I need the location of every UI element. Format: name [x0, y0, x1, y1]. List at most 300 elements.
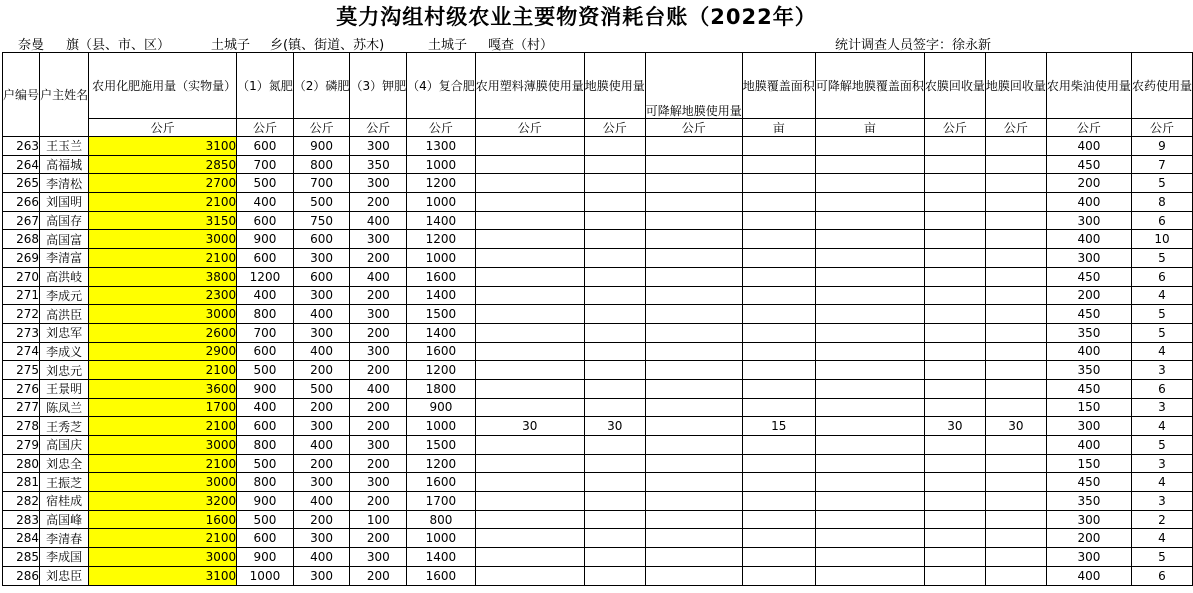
- cell-pesticide[interactable]: 4: [1131, 473, 1192, 492]
- cell-degradable-use[interactable]: [645, 529, 742, 548]
- cell-phosphate[interactable]: 300: [293, 529, 350, 548]
- cell-degradable-use[interactable]: [645, 342, 742, 361]
- cell-phosphate[interactable]: 300: [293, 473, 350, 492]
- cell-potash[interactable]: 300: [350, 548, 407, 567]
- cell-mulch-area[interactable]: [742, 548, 815, 567]
- cell-mulch-use[interactable]: [584, 230, 645, 249]
- cell-mulch-recycle[interactable]: [985, 174, 1046, 193]
- cell-mulch-area[interactable]: [742, 361, 815, 380]
- cell-film-use[interactable]: [475, 529, 584, 548]
- cell-degradable-area[interactable]: [815, 473, 924, 492]
- cell-phosphate[interactable]: 500: [293, 379, 350, 398]
- cell-film-use[interactable]: [475, 342, 584, 361]
- cell-film-recycle[interactable]: [924, 286, 985, 305]
- cell-degradable-use[interactable]: [645, 473, 742, 492]
- cell-id[interactable]: 271: [3, 286, 40, 305]
- cell-compound[interactable]: 800: [407, 510, 476, 529]
- cell-phosphate[interactable]: 200: [293, 454, 350, 473]
- cell-fert-total[interactable]: 3150: [89, 211, 237, 230]
- cell-mulch-recycle[interactable]: [985, 566, 1046, 585]
- cell-phosphate[interactable]: 300: [293, 249, 350, 268]
- cell-mulch-use[interactable]: [584, 361, 645, 380]
- cell-fert-total[interactable]: 2100: [89, 529, 237, 548]
- cell-fert-total[interactable]: 2100: [89, 417, 237, 436]
- cell-mulch-use[interactable]: [584, 548, 645, 567]
- cell-nitrogen[interactable]: 700: [237, 323, 294, 342]
- cell-nitrogen[interactable]: 500: [237, 361, 294, 380]
- cell-mulch-area[interactable]: 15: [742, 417, 815, 436]
- cell-film-recycle[interactable]: [924, 342, 985, 361]
- cell-film-recycle[interactable]: [924, 323, 985, 342]
- cell-diesel[interactable]: 450: [1046, 473, 1131, 492]
- cell-compound[interactable]: 1600: [407, 267, 476, 286]
- cell-pesticide[interactable]: 9: [1131, 137, 1192, 156]
- cell-diesel[interactable]: 350: [1046, 361, 1131, 380]
- cell-film-use[interactable]: [475, 137, 584, 156]
- cell-compound[interactable]: 1400: [407, 211, 476, 230]
- cell-diesel[interactable]: 300: [1046, 548, 1131, 567]
- cell-diesel[interactable]: 450: [1046, 267, 1131, 286]
- cell-film-recycle[interactable]: [924, 174, 985, 193]
- cell-fert-total[interactable]: 2300: [89, 286, 237, 305]
- cell-degradable-use[interactable]: [645, 492, 742, 511]
- col-header-fert-total[interactable]: 农用化肥施用量（实物量）: [89, 53, 237, 119]
- cell-mulch-use[interactable]: [584, 473, 645, 492]
- cell-degradable-use[interactable]: [645, 454, 742, 473]
- cell-fert-total[interactable]: 3600: [89, 379, 237, 398]
- cell-compound[interactable]: 1200: [407, 361, 476, 380]
- cell-diesel[interactable]: 400: [1046, 436, 1131, 455]
- cell-mulch-area[interactable]: [742, 323, 815, 342]
- cell-film-use[interactable]: [475, 454, 584, 473]
- cell-mulch-recycle[interactable]: [985, 379, 1046, 398]
- cell-film-recycle[interactable]: [924, 454, 985, 473]
- cell-mulch-recycle[interactable]: [985, 510, 1046, 529]
- cell-mulch-area[interactable]: [742, 174, 815, 193]
- cell-film-recycle[interactable]: [924, 548, 985, 567]
- cell-degradable-area[interactable]: [815, 436, 924, 455]
- cell-name[interactable]: 李清富: [40, 249, 89, 268]
- cell-potash[interactable]: 100: [350, 510, 407, 529]
- cell-degradable-use[interactable]: [645, 361, 742, 380]
- cell-pesticide[interactable]: 5: [1131, 548, 1192, 567]
- cell-mulch-recycle[interactable]: [985, 454, 1046, 473]
- cell-mulch-recycle[interactable]: [985, 137, 1046, 156]
- cell-id[interactable]: 278: [3, 417, 40, 436]
- cell-compound[interactable]: 1600: [407, 473, 476, 492]
- cell-mulch-recycle[interactable]: [985, 436, 1046, 455]
- cell-diesel[interactable]: 400: [1046, 342, 1131, 361]
- cell-nitrogen[interactable]: 500: [237, 174, 294, 193]
- col-header-degradable-use[interactable]: 可降解地膜使用量: [645, 53, 742, 119]
- cell-mulch-use[interactable]: [584, 174, 645, 193]
- cell-film-use[interactable]: [475, 174, 584, 193]
- cell-film-use[interactable]: [475, 267, 584, 286]
- cell-pesticide[interactable]: 4: [1131, 342, 1192, 361]
- cell-id[interactable]: 266: [3, 193, 40, 212]
- cell-degradable-area[interactable]: [815, 249, 924, 268]
- cell-fert-total[interactable]: 3100: [89, 137, 237, 156]
- cell-compound[interactable]: 1400: [407, 548, 476, 567]
- cell-nitrogen[interactable]: 400: [237, 286, 294, 305]
- cell-film-use[interactable]: [475, 398, 584, 417]
- cell-degradable-area[interactable]: [815, 267, 924, 286]
- cell-phosphate[interactable]: 600: [293, 230, 350, 249]
- cell-potash[interactable]: 200: [350, 323, 407, 342]
- cell-potash[interactable]: 200: [350, 492, 407, 511]
- cell-potash[interactable]: 200: [350, 417, 407, 436]
- cell-nitrogen[interactable]: 500: [237, 454, 294, 473]
- cell-compound[interactable]: 1000: [407, 529, 476, 548]
- cell-nitrogen[interactable]: 900: [237, 492, 294, 511]
- cell-mulch-recycle[interactable]: [985, 529, 1046, 548]
- cell-film-recycle[interactable]: [924, 379, 985, 398]
- cell-mulch-use[interactable]: [584, 267, 645, 286]
- cell-compound[interactable]: 1300: [407, 137, 476, 156]
- cell-nitrogen[interactable]: 600: [237, 417, 294, 436]
- cell-pesticide[interactable]: 10: [1131, 230, 1192, 249]
- cell-fert-total[interactable]: 1600: [89, 510, 237, 529]
- cell-compound[interactable]: 1500: [407, 305, 476, 324]
- cell-pesticide[interactable]: 6: [1131, 566, 1192, 585]
- cell-phosphate[interactable]: 300: [293, 323, 350, 342]
- cell-name[interactable]: 高国富: [40, 230, 89, 249]
- cell-diesel[interactable]: 200: [1046, 286, 1131, 305]
- cell-diesel[interactable]: 400: [1046, 193, 1131, 212]
- cell-nitrogen[interactable]: 600: [237, 529, 294, 548]
- cell-pesticide[interactable]: 5: [1131, 436, 1192, 455]
- cell-id[interactable]: 269: [3, 249, 40, 268]
- cell-nitrogen[interactable]: 500: [237, 510, 294, 529]
- cell-id[interactable]: 279: [3, 436, 40, 455]
- cell-mulch-area[interactable]: [742, 398, 815, 417]
- cell-potash[interactable]: 400: [350, 267, 407, 286]
- cell-compound[interactable]: 1000: [407, 249, 476, 268]
- cell-film-recycle[interactable]: [924, 155, 985, 174]
- cell-diesel[interactable]: 200: [1046, 174, 1131, 193]
- cell-degradable-use[interactable]: [645, 286, 742, 305]
- col-header-potash[interactable]: （3）钾肥: [350, 53, 407, 119]
- cell-mulch-use[interactable]: [584, 529, 645, 548]
- cell-id[interactable]: 284: [3, 529, 40, 548]
- cell-mulch-use[interactable]: [584, 323, 645, 342]
- cell-id[interactable]: 277: [3, 398, 40, 417]
- cell-compound[interactable]: 1700: [407, 492, 476, 511]
- cell-degradable-area[interactable]: [815, 137, 924, 156]
- cell-name[interactable]: 李成国: [40, 548, 89, 567]
- cell-degradable-area[interactable]: [815, 417, 924, 436]
- cell-diesel[interactable]: 400: [1046, 566, 1131, 585]
- cell-nitrogen[interactable]: 800: [237, 473, 294, 492]
- cell-fert-total[interactable]: 2850: [89, 155, 237, 174]
- cell-degradable-area[interactable]: [815, 548, 924, 567]
- cell-name[interactable]: 刘国明: [40, 193, 89, 212]
- cell-film-use[interactable]: [475, 230, 584, 249]
- cell-phosphate[interactable]: 400: [293, 492, 350, 511]
- cell-name[interactable]: 王秀芝: [40, 417, 89, 436]
- cell-potash[interactable]: 350: [350, 155, 407, 174]
- col-header-phosphate[interactable]: （2）磷肥: [293, 53, 350, 119]
- cell-degradable-use[interactable]: [645, 193, 742, 212]
- col-header-film-use[interactable]: 农用塑料薄膜使用量: [475, 53, 584, 119]
- cell-mulch-area[interactable]: [742, 342, 815, 361]
- cell-film-use[interactable]: [475, 305, 584, 324]
- cell-film-recycle[interactable]: [924, 566, 985, 585]
- cell-pesticide[interactable]: 4: [1131, 417, 1192, 436]
- cell-degradable-use[interactable]: [645, 510, 742, 529]
- cell-potash[interactable]: 300: [350, 342, 407, 361]
- cell-diesel[interactable]: 400: [1046, 137, 1131, 156]
- cell-fert-total[interactable]: 1700: [89, 398, 237, 417]
- cell-mulch-use[interactable]: [584, 510, 645, 529]
- cell-degradable-use[interactable]: [645, 137, 742, 156]
- col-header-compound[interactable]: （4）复合肥: [407, 53, 476, 119]
- cell-mulch-use[interactable]: [584, 379, 645, 398]
- cell-degradable-use[interactable]: [645, 566, 742, 585]
- cell-compound[interactable]: 1600: [407, 566, 476, 585]
- cell-film-use[interactable]: [475, 436, 584, 455]
- col-header-mulch-use[interactable]: 地膜使用量: [584, 53, 645, 119]
- cell-compound[interactable]: 1000: [407, 193, 476, 212]
- cell-potash[interactable]: 400: [350, 211, 407, 230]
- cell-name[interactable]: 宿桂成: [40, 492, 89, 511]
- cell-diesel[interactable]: 300: [1046, 510, 1131, 529]
- cell-degradable-area[interactable]: [815, 155, 924, 174]
- cell-nitrogen[interactable]: 400: [237, 398, 294, 417]
- cell-mulch-area[interactable]: [742, 529, 815, 548]
- cell-degradable-area[interactable]: [815, 379, 924, 398]
- cell-nitrogen[interactable]: 800: [237, 436, 294, 455]
- cell-mulch-area[interactable]: [742, 379, 815, 398]
- cell-nitrogen[interactable]: 900: [237, 230, 294, 249]
- cell-degradable-use[interactable]: [645, 548, 742, 567]
- cell-film-use[interactable]: [475, 323, 584, 342]
- cell-pesticide[interactable]: 4: [1131, 286, 1192, 305]
- cell-fert-total[interactable]: 2100: [89, 193, 237, 212]
- cell-compound[interactable]: 1600: [407, 342, 476, 361]
- cell-film-use[interactable]: [475, 193, 584, 212]
- cell-diesel[interactable]: 450: [1046, 305, 1131, 324]
- cell-diesel[interactable]: 450: [1046, 155, 1131, 174]
- cell-id[interactable]: 274: [3, 342, 40, 361]
- cell-nitrogen[interactable]: 600: [237, 137, 294, 156]
- cell-film-recycle[interactable]: [924, 249, 985, 268]
- cell-mulch-use[interactable]: [584, 305, 645, 324]
- cell-id[interactable]: 276: [3, 379, 40, 398]
- cell-name[interactable]: 王振芝: [40, 473, 89, 492]
- cell-mulch-recycle[interactable]: [985, 548, 1046, 567]
- cell-compound[interactable]: 1400: [407, 323, 476, 342]
- cell-film-recycle[interactable]: [924, 473, 985, 492]
- cell-mulch-use[interactable]: [584, 566, 645, 585]
- cell-phosphate[interactable]: 400: [293, 305, 350, 324]
- cell-film-use[interactable]: [475, 211, 584, 230]
- cell-phosphate[interactable]: 800: [293, 155, 350, 174]
- cell-potash[interactable]: 400: [350, 379, 407, 398]
- cell-diesel[interactable]: 300: [1046, 417, 1131, 436]
- cell-pesticide[interactable]: 2: [1131, 510, 1192, 529]
- cell-potash[interactable]: 300: [350, 174, 407, 193]
- cell-film-recycle[interactable]: [924, 492, 985, 511]
- cell-potash[interactable]: 200: [350, 566, 407, 585]
- cell-mulch-recycle[interactable]: [985, 361, 1046, 380]
- cell-diesel[interactable]: 300: [1046, 249, 1131, 268]
- cell-name[interactable]: 刘忠全: [40, 454, 89, 473]
- cell-fert-total[interactable]: 2100: [89, 249, 237, 268]
- cell-potash[interactable]: 200: [350, 286, 407, 305]
- cell-degradable-area[interactable]: [815, 193, 924, 212]
- cell-film-recycle[interactable]: [924, 529, 985, 548]
- cell-mulch-use[interactable]: [584, 342, 645, 361]
- cell-nitrogen[interactable]: 900: [237, 379, 294, 398]
- cell-film-use[interactable]: [475, 361, 584, 380]
- cell-mulch-recycle[interactable]: [985, 249, 1046, 268]
- cell-compound[interactable]: 1000: [407, 155, 476, 174]
- cell-pesticide[interactable]: 7: [1131, 155, 1192, 174]
- cell-phosphate[interactable]: 750: [293, 211, 350, 230]
- cell-nitrogen[interactable]: 400: [237, 193, 294, 212]
- cell-name[interactable]: 刘忠元: [40, 361, 89, 380]
- cell-nitrogen[interactable]: 800: [237, 305, 294, 324]
- cell-phosphate[interactable]: 400: [293, 436, 350, 455]
- cell-degradable-area[interactable]: [815, 323, 924, 342]
- cell-nitrogen[interactable]: 600: [237, 342, 294, 361]
- cell-nitrogen[interactable]: 600: [237, 211, 294, 230]
- cell-name[interactable]: 李清松: [40, 174, 89, 193]
- cell-name[interactable]: 李清春: [40, 529, 89, 548]
- cell-mulch-use[interactable]: [584, 193, 645, 212]
- cell-mulch-recycle[interactable]: [985, 398, 1046, 417]
- cell-phosphate[interactable]: 300: [293, 417, 350, 436]
- cell-potash[interactable]: 200: [350, 529, 407, 548]
- cell-diesel[interactable]: 400: [1046, 230, 1131, 249]
- cell-name[interactable]: 陈凤兰: [40, 398, 89, 417]
- cell-mulch-recycle[interactable]: [985, 230, 1046, 249]
- cell-id[interactable]: 267: [3, 211, 40, 230]
- cell-nitrogen[interactable]: 700: [237, 155, 294, 174]
- cell-name[interactable]: 高国存: [40, 211, 89, 230]
- cell-mulch-area[interactable]: [742, 155, 815, 174]
- col-header-id[interactable]: 户编号: [3, 53, 40, 137]
- cell-film-recycle[interactable]: [924, 436, 985, 455]
- cell-name[interactable]: 高洪臣: [40, 305, 89, 324]
- cell-mulch-recycle[interactable]: [985, 473, 1046, 492]
- cell-degradable-use[interactable]: [645, 305, 742, 324]
- cell-mulch-use[interactable]: [584, 398, 645, 417]
- col-header-degradable-area[interactable]: 可降解地膜覆盖面积: [815, 53, 924, 119]
- cell-potash[interactable]: 300: [350, 473, 407, 492]
- cell-pesticide[interactable]: 6: [1131, 211, 1192, 230]
- cell-degradable-use[interactable]: [645, 211, 742, 230]
- cell-phosphate[interactable]: 500: [293, 193, 350, 212]
- cell-id[interactable]: 273: [3, 323, 40, 342]
- cell-degradable-use[interactable]: [645, 323, 742, 342]
- cell-mulch-area[interactable]: [742, 230, 815, 249]
- cell-id[interactable]: 265: [3, 174, 40, 193]
- cell-mulch-area[interactable]: [742, 249, 815, 268]
- cell-degradable-area[interactable]: [815, 211, 924, 230]
- cell-mulch-use[interactable]: [584, 436, 645, 455]
- cell-mulch-recycle[interactable]: [985, 305, 1046, 324]
- cell-film-recycle[interactable]: [924, 137, 985, 156]
- cell-pesticide[interactable]: 5: [1131, 323, 1192, 342]
- cell-fert-total[interactable]: 3000: [89, 436, 237, 455]
- cell-degradable-use[interactable]: [645, 398, 742, 417]
- cell-mulch-area[interactable]: [742, 137, 815, 156]
- cell-phosphate[interactable]: 600: [293, 267, 350, 286]
- cell-compound[interactable]: 1400: [407, 286, 476, 305]
- cell-film-recycle[interactable]: [924, 193, 985, 212]
- cell-diesel[interactable]: 350: [1046, 323, 1131, 342]
- cell-fert-total[interactable]: 2700: [89, 174, 237, 193]
- cell-phosphate[interactable]: 900: [293, 137, 350, 156]
- cell-degradable-area[interactable]: [815, 454, 924, 473]
- cell-mulch-recycle[interactable]: [985, 193, 1046, 212]
- cell-phosphate[interactable]: 300: [293, 286, 350, 305]
- cell-degradable-area[interactable]: [815, 286, 924, 305]
- cell-potash[interactable]: 200: [350, 249, 407, 268]
- cell-diesel[interactable]: 150: [1046, 398, 1131, 417]
- cell-fert-total[interactable]: 2900: [89, 342, 237, 361]
- cell-mulch-use[interactable]: [584, 211, 645, 230]
- cell-compound[interactable]: 1800: [407, 379, 476, 398]
- cell-mulch-area[interactable]: [742, 492, 815, 511]
- cell-mulch-area[interactable]: [742, 211, 815, 230]
- cell-id[interactable]: 282: [3, 492, 40, 511]
- cell-film-recycle[interactable]: [924, 211, 985, 230]
- cell-mulch-use[interactable]: [584, 155, 645, 174]
- cell-diesel[interactable]: 200: [1046, 529, 1131, 548]
- cell-name[interactable]: 刘忠军: [40, 323, 89, 342]
- cell-mulch-area[interactable]: [742, 286, 815, 305]
- cell-nitrogen[interactable]: 600: [237, 249, 294, 268]
- cell-film-recycle[interactable]: 30: [924, 417, 985, 436]
- cell-film-use[interactable]: [475, 510, 584, 529]
- cell-mulch-recycle[interactable]: [985, 286, 1046, 305]
- cell-potash[interactable]: 300: [350, 436, 407, 455]
- cell-mulch-area[interactable]: [742, 305, 815, 324]
- cell-compound[interactable]: 1500: [407, 436, 476, 455]
- cell-film-use[interactable]: [475, 566, 584, 585]
- cell-mulch-area[interactable]: [742, 436, 815, 455]
- cell-degradable-use[interactable]: [645, 230, 742, 249]
- cell-fert-total[interactable]: 3800: [89, 267, 237, 286]
- cell-nitrogen[interactable]: 1000: [237, 566, 294, 585]
- cell-pesticide[interactable]: 6: [1131, 267, 1192, 286]
- cell-mulch-recycle[interactable]: [985, 267, 1046, 286]
- cell-compound[interactable]: 900: [407, 398, 476, 417]
- cell-diesel[interactable]: 150: [1046, 454, 1131, 473]
- cell-mulch-recycle[interactable]: [985, 155, 1046, 174]
- cell-degradable-use[interactable]: [645, 155, 742, 174]
- cell-mulch-use[interactable]: 30: [584, 417, 645, 436]
- col-header-mulch-area[interactable]: 地膜覆盖面积: [742, 53, 815, 119]
- cell-film-use[interactable]: [475, 473, 584, 492]
- cell-mulch-area[interactable]: [742, 193, 815, 212]
- cell-diesel[interactable]: 450: [1046, 379, 1131, 398]
- cell-name[interactable]: 高国峰: [40, 510, 89, 529]
- cell-potash[interactable]: 300: [350, 137, 407, 156]
- cell-phosphate[interactable]: 400: [293, 342, 350, 361]
- cell-pesticide[interactable]: 3: [1131, 454, 1192, 473]
- cell-mulch-recycle[interactable]: [985, 492, 1046, 511]
- cell-pesticide[interactable]: 8: [1131, 193, 1192, 212]
- cell-degradable-area[interactable]: [815, 174, 924, 193]
- cell-degradable-area[interactable]: [815, 529, 924, 548]
- cell-degradable-area[interactable]: [815, 492, 924, 511]
- cell-compound[interactable]: 1200: [407, 454, 476, 473]
- col-header-film-recycle[interactable]: 农膜回收量: [924, 53, 985, 119]
